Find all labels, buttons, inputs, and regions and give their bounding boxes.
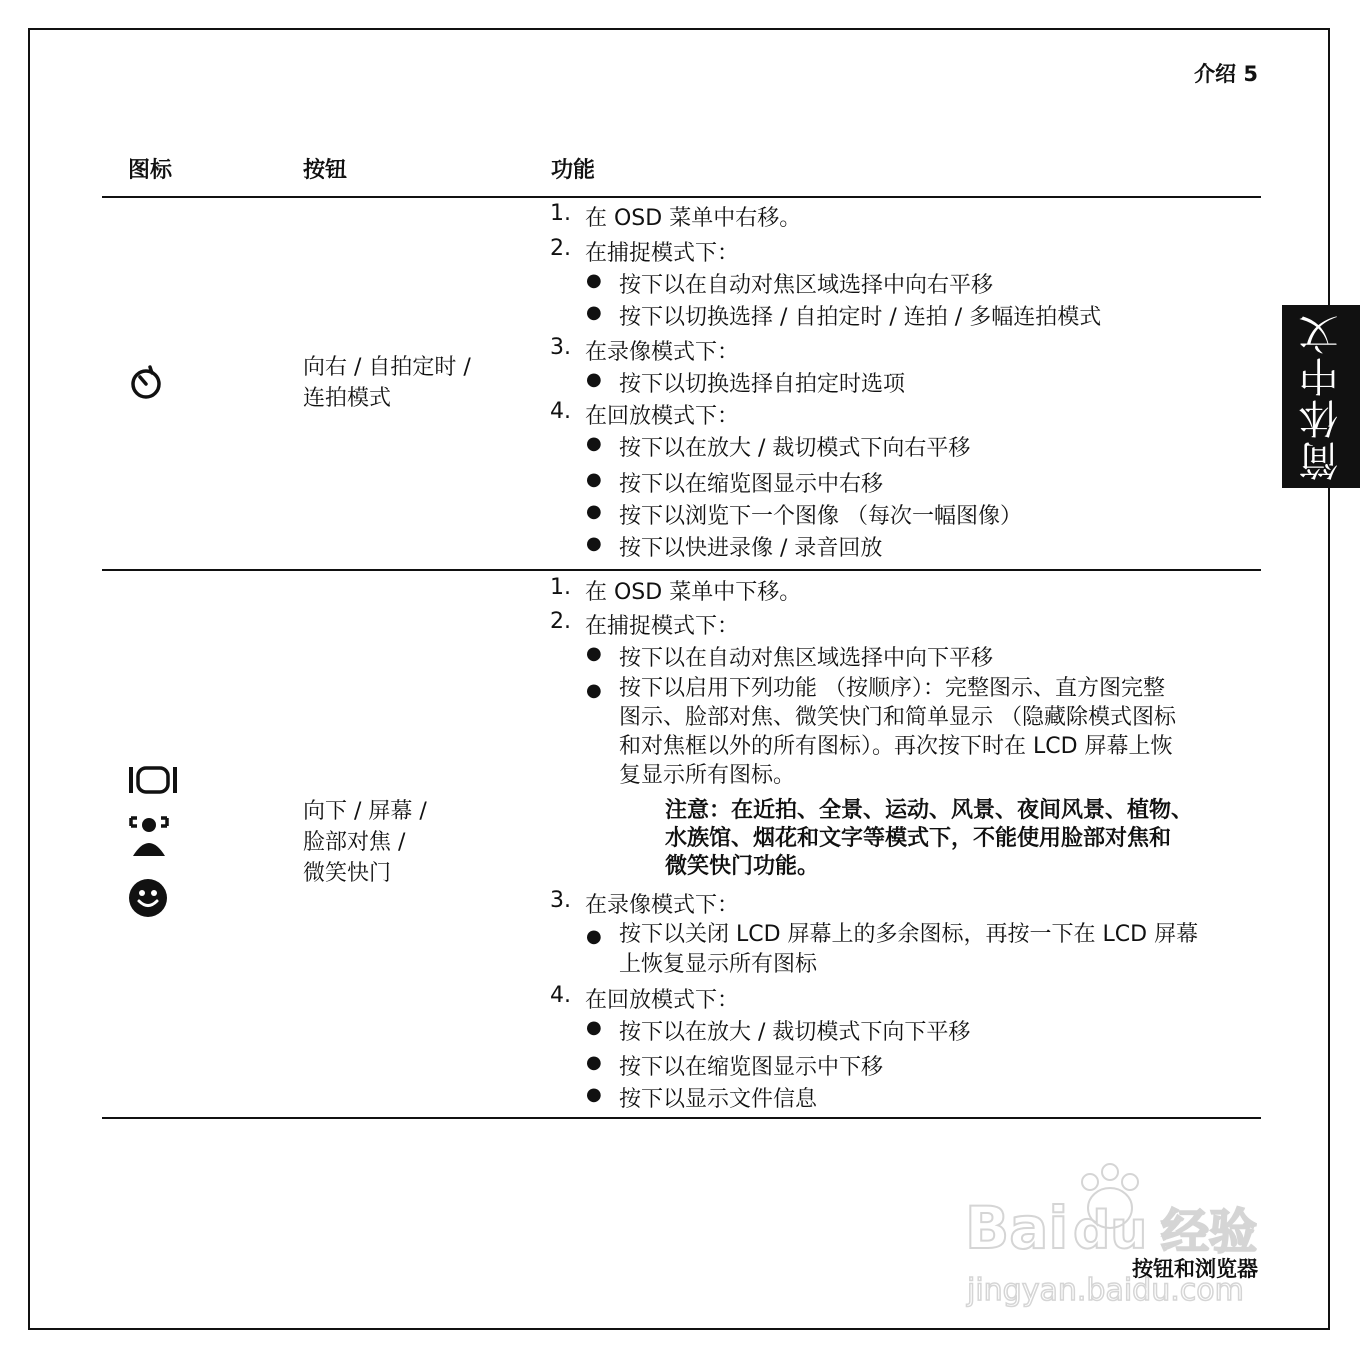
watermark-brand: Bai xyxy=(965,1194,1069,1262)
bullet-item: ● 按下以快进录像 / 录音回放 xyxy=(586,533,883,561)
list-item: 3. 在录像模式下： xyxy=(550,888,740,918)
baidu-watermark xyxy=(965,1160,1285,1310)
table-rule-bottom xyxy=(102,1117,1261,1119)
list-item: 1. 在 OSD 菜单中下移。 xyxy=(550,575,802,605)
table-rule-middle xyxy=(102,569,1261,571)
bullet-item: ● 按下以切换选择 / 自拍定时 / 连拍 / 多幅连拍模式 xyxy=(586,302,1102,330)
column-header-button: 按钮 xyxy=(303,158,348,183)
page-header: 介绍 5 xyxy=(1194,62,1258,86)
column-header-function: 功能 xyxy=(551,158,596,183)
self-timer-icon xyxy=(128,364,164,404)
button-name-down xyxy=(303,796,427,889)
list-item: 4. 在回放模式下： xyxy=(550,399,740,429)
screen-display-icon xyxy=(128,765,178,799)
watermark-label: 经验 xyxy=(1161,1204,1258,1260)
language-tab-label: 简体中文 xyxy=(1298,312,1345,481)
button-line: 脸部对焦 / xyxy=(303,830,406,855)
column-header-icon: 图标 xyxy=(128,158,173,183)
smile-shutter-icon xyxy=(128,878,168,922)
note-box: 注意：在近拍、全景、运动、风景、夜间风景、植物、 水族馆、烟花和文字等模式下，不能使用脸部对焦和 微笑快门功能。 xyxy=(665,798,1194,879)
button-line: 微笑快门 xyxy=(303,861,392,886)
face-detection-icon xyxy=(128,816,170,862)
bullet-item: ● 按下以在缩览图显示中右移 xyxy=(586,469,884,497)
list-item: 4. 在回放模式下： xyxy=(550,983,740,1013)
watermark-url: jingyan.baidu.com xyxy=(967,1273,1244,1308)
bullet-item: ● 按下以浏览下一个图像 （每次一幅图像） xyxy=(586,501,1022,529)
list-item: 1. 在 OSD 菜单中右移。 xyxy=(550,201,802,231)
bullet-item: ● 按下以显示文件信息 xyxy=(586,1084,818,1112)
bullet-item: ● 按下以切换选择自拍定时选项 xyxy=(586,369,906,397)
bullet-item: ● 按下以启用下列功能 （按顺序）：完整图示、直方图完整 图示、脸部对焦、微笑快门和简单显示 （隐藏除模式图标 和对焦框以外的所有图标）。再次按下时在 LCD 屏幕上恢 复显示所有图标。 xyxy=(586,676,1176,788)
list-item: 2. 在捕捉模式下： xyxy=(550,236,740,266)
button-line: 连拍模式 xyxy=(303,386,392,411)
bullet-item: ● 按下以在缩览图显示中下移 xyxy=(586,1052,884,1080)
watermark-brand-du: du xyxy=(1073,1201,1148,1261)
button-line: 向下 / 屏幕 / xyxy=(303,799,427,824)
bullet-item: ● 按下以关闭 LCD 屏幕上的多余图标，再按一下在 LCD 屏幕 上恢复显示所有图标 xyxy=(586,922,1199,977)
button-name-right xyxy=(303,352,471,414)
bullet-item: ● 按下以在自动对焦区域选择中向右平移 xyxy=(586,270,994,298)
list-item: 2. 在捕捉模式下： xyxy=(550,609,740,639)
table-rule-top xyxy=(102,196,1261,198)
list-item: 3. 在录像模式下： xyxy=(550,335,740,365)
bullet-item: ● 按下以在放大 / 裁切模式下向下平移 xyxy=(586,1017,971,1045)
bullet-item: ● 按下以在放大 / 裁切模式下向右平移 xyxy=(586,433,971,461)
bullet-item: ● 按下以在自动对焦区域选择中向下平移 xyxy=(586,643,994,671)
page-footer: 按钮和浏览器 xyxy=(1132,1257,1258,1281)
button-line: 向右 / 自拍定时 / xyxy=(303,355,471,380)
